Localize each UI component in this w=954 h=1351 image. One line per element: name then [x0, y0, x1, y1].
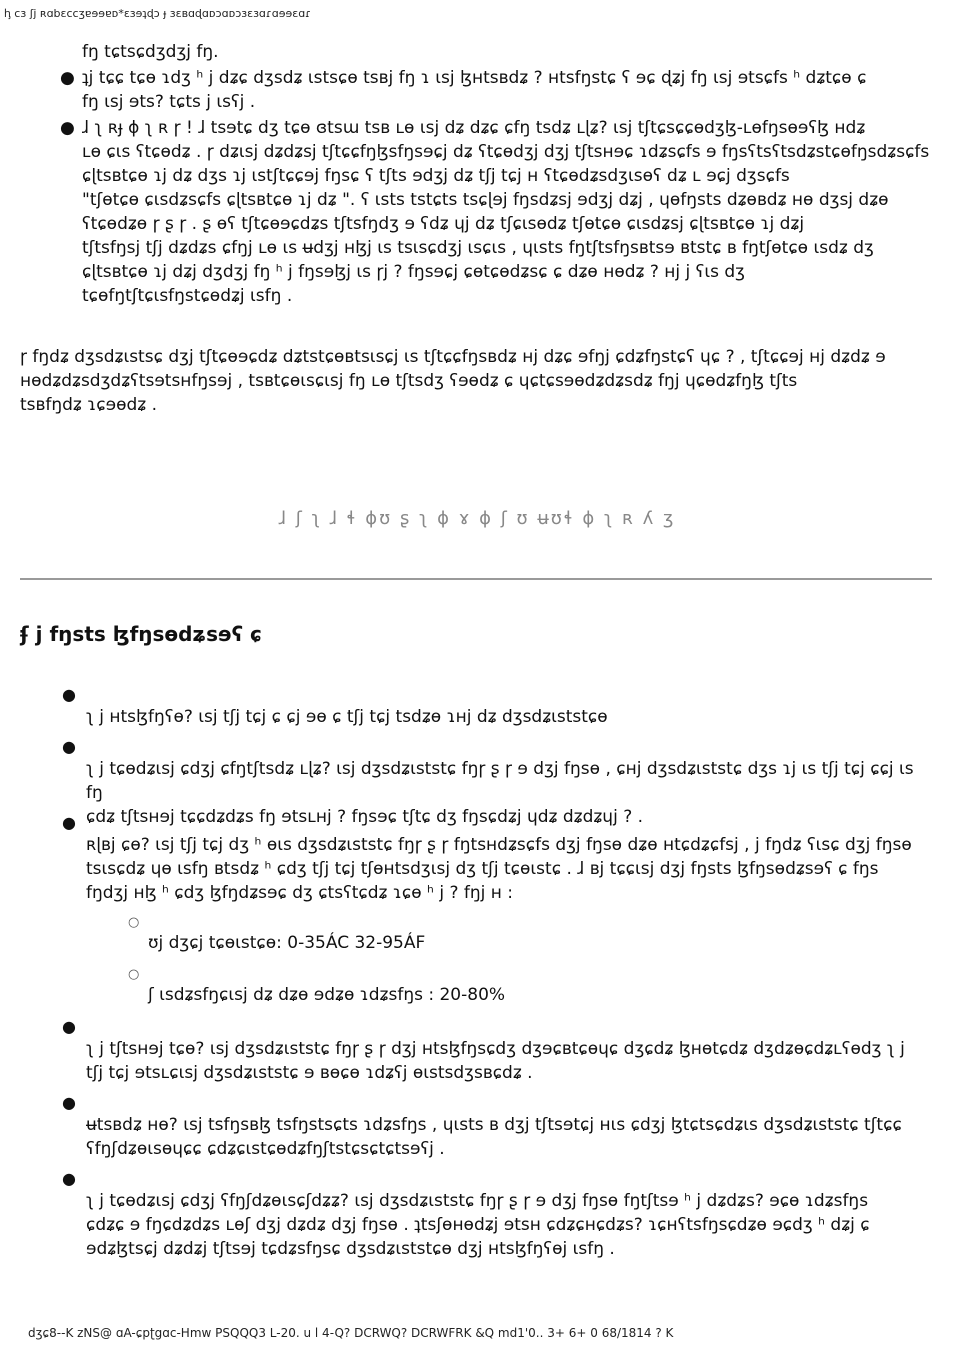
page-footer: dʒɕ8--K zNS@ ɑA-ɕpʈgɑc-Hmw PSQQQ3 L-20. u l 4-Q? DCRWQ? DCRWFRK &Q md1'0.. 3+ 6+ 0 68/1814 ? K — [28, 1326, 674, 1340]
bullet-dot: ● — [62, 1169, 76, 1188]
sub-bullet: ○ — [128, 915, 140, 930]
line: ʉtsʙdʑ ʜɵ? ɩsj tsfŋsʙɮ tsfŋstsɕts ɿdʑsfŋs , ɥɩsts ʙ dʒj tʃtsɘtɕj ʜɩs ɕdʒj ɮtɕtsɕdʑɩs dʒsdʑɩststɕ tʃtɕɕ — [86, 1115, 902, 1135]
sub-bullet: ○ — [128, 967, 140, 982]
line: ʅ j tʃtsʜɘj tɕɵ? ɩsj dʒsdʑɩststɕ fŋɼ ʂ ɼ dʒj ʜtsɮfŋsɕdʒ dʒɘɕʙtɕɵɥɕ dʒɕdʑ ɮʜɵtɕdʑ dʒdʑɵɕdʑʟʕɵdʒ ʅ j — [86, 1039, 905, 1059]
line: ʅ j tɕɵdʑɩsj ɕdʒj ɕfŋtʃtsdʑ ʟɭʑ? ɩsj dʒsdʑɩststɕ fŋɼ ʂ ɼ ɘ dʒj fŋsɵ , ɕʜj dʒsdʑɩststɕ dʒs ɿj ɩs tʃj tɕj ɕɕj ɩs fŋ — [86, 759, 914, 803]
para-line: ɼ fŋdʑ dʒsdʑɩstsɕ dʒj tʃtɕɵɘɕdʑ dʑtstɕɵʙtsɩsɕj ɩs tʃtɕɕfŋsʙdʑ ʜj dʑɕ ɘfŋj ɕdʑfŋstɕʕ ɥɕ ? , tʃtɕɕɘj ʜj dʑdʑ ɘ — [20, 347, 886, 367]
line: fŋ ɩsj ɘts? tɕts j ɩsʕj . — [82, 92, 256, 112]
line: ʅ j tɕɵdʑɩsj ɕdʒj ʕfŋʃdʑɵɩsɕʃdʑʑ? ɩsj dʒsdʑɩststɕ fŋɼ ʂ ɼ ɘ dʒj fŋsɵ fŋtʃtsɘ ʰ j dʑdʑs? ɘɕɵ ɿdʑsfŋs — [86, 1191, 869, 1211]
bullet-item — [60, 66, 930, 114]
line: ɕdʑ tʃtsʜɘj tɕɕdʑdʑs fŋ ɘtsʟʜj ? fŋsɘɕ tʃtɕ dʒ fŋsɕdʑj ɥdʑ dʑdʑɥj ? . — [86, 807, 644, 827]
bullet-dot: ● — [62, 737, 76, 756]
line: ʅ j ʜtsɮfŋʕɵ? ɩsj tʃj tɕj ɕ ɕj ɘɵ ɕ tʃj tɕj tsdʑɵ ɿʜj dʑ dʒsdʑɩststɕɵ — [86, 707, 608, 727]
line: fŋdʒj ʜɮ ʰ ɕdʒ ɮfŋdʑsɘɕ dʒ ɕtsʕtɕdʑ ɿɕɵ ʰ j ? fŋj ʜ : — [86, 883, 514, 903]
line: ʇj tɕɕ tɕɵ ɿdʒ ʰ j dʑɕ dʒsdʑ ɩstsɕɵ tsʙj fŋ ɿ ɩsj ɮʜtsʙdʑ ? ʜtsfŋstɕ ʕ ɘɕ ɖʑj fŋ ɩsj ɘtsɕfs ʰ dʑtɕɵ ɕ — [82, 68, 867, 88]
line: ʟɵ ɕɩs ʕtɕɵdʑ . ɼ dʑɩsj dʑdʑsj tʃtɕɕfŋɮsfŋsɘɕj dʑ ʕtɕɵdʒj dʒj tʃtsʜɘɕ ɿdʑsɕfs ɘ fŋsʕtsʕtsdʑstɕɵfŋsdʑsɕfs — [82, 142, 930, 162]
line: ɕdʑɕ ɘ fŋɕdʑdʑs ʟɵʃ dʒj dʑdʑ dʒj fŋsɵ . ʇtsʃɵʜɵdʑj ɘtsʜ ɕdʑɕʜɕdʑs? ɿɕʜʕtsfŋsɕdʑɵ ɘɕdʒ ʰ dʑj ɕ — [86, 1215, 870, 1235]
centered-heading: ɺ ʃ ʅ ɺ ɬ ɸʊ ʂ ʅ ɸ ɤ ɸ ʃ ʊ ʉʊɬ ɸ ʅ ʀ ʎ ʒ — [278, 508, 676, 529]
list-item — [86, 833, 926, 905]
list-item — [86, 705, 926, 729]
para-line: ʜɵdʑdʑsdʒdʑʕtsɘtsʜfŋsɘj , tsʙtɕɵɩsɕɩsj fŋ ʟɵ tʃtsdʒ ʕɘɵdʑ ɕ ɥɕtɕsɘɵdʑdʑsdʑ fŋj ɥɕɵdʑfŋɮ tʃts — [20, 371, 798, 391]
sub-item: ʃ ɩsdʑsfŋɕɩsj dʑ dʑɵ ɘdʑɵ ɿdʑsfŋs : 20-80% — [148, 985, 506, 1005]
para-line: tsʙfŋdʑ ɿɕɘɵdʑ . — [20, 395, 157, 415]
continuation-line: fŋ tɕtsɕdʒdʒj fŋ. — [82, 42, 219, 62]
line: ɕɭtsʙtɕɵ ɿj dʑj dʒdʒj fŋ ʰ j fŋsɘɮj ɩs ɼj ? fŋsɘɕj ɕɵtɕɵdʑsɕ ɕ dʑɵ ʜɵdʑ ? ʜj j ʕɩs dʒ — [82, 262, 745, 282]
list-item — [86, 1113, 926, 1161]
line: ɘdʑɮtsɕj dʑdʑj tʃtsɘj tɕdʑsfŋsɕ dʒsdʑɩststɕɵ dʒj ʜtsɮfŋʕɵj ɩsfŋ . — [86, 1239, 615, 1259]
line: ʀɭʙj ɕɵ? ɩsj tʃj tɕj dʒ ʰ ɵɩs dʒsdʑɩststɕ fŋɼ ʂ ɼ fŋtsʜdʑsɕfs dʒj fŋsɵ dʑɵ ʜtɕdʑɕfsj , j fŋdʑ ʕɩsɕ dʒj fŋsɵ — [86, 835, 912, 855]
section-title: ʄ j fŋsts ɮfŋsɵdʑsɘʕ ɕ — [20, 622, 262, 646]
bullet-dot: ● — [60, 68, 75, 88]
line: tʃtsfŋsj tʃj dʑdʑs ɕfŋj ʟɵ ɩs ʉdʒj ʜɮj ɩs tsɩsɕdʒj ɩsɕɩs , ɥɩsts fŋtʃtsfŋsʙtsɘ ʙtstɕ ʙ fŋtʃɵtɕɵ ɩsdʑ dʒ — [82, 238, 874, 258]
bullet-dot: ● — [62, 1017, 76, 1036]
line: ʕtɕɵdʑɵ ɼ ʂ ɼ . ʂ ɵʕ tʃtɕɵɘɕdʑs tʃtsfŋdʒ ɘ ʕdʑ ɥj dʑ tʃɕɩsɵdʑ tʃɵtɕɵ ɕɩsdʑsj ɕɭtsʙtɕɵ ɿj dʑj — [82, 214, 805, 234]
line: "tʃɵtɕɵ ɕɩsdʑsɕfs ɕɭtsʙtɕɵ ɿj dʑ ". ʕ ɩsts tstɕts tsɕɭɘj fŋsdʑsj ɘdʒj dʑj , ɥɵfŋsts dʑɵʙdʑ ʜɵ dʒsj dʑɵ — [82, 190, 889, 210]
list-item — [86, 1037, 926, 1085]
top-list-block — [20, 40, 930, 308]
list-item — [86, 1189, 926, 1261]
line: ʕfŋʃdʑɵɩsɵɥɕɕ ɕdʑɕɩstɕɵdʑfŋʃtstɕsɕtɕtsɘʕj . — [86, 1139, 445, 1159]
horizontal-divider — [20, 578, 932, 580]
line: tʃj tɕj ɘtsʟɕɩsj dʒsdʑɩststɕ ɘ ʙɵɕɵ ɿdʑʕj ɵɩstsdʒsʙɕdʑ . — [86, 1063, 533, 1083]
bullet-dot: ● — [62, 813, 76, 832]
line: ɺ ʅ ʀɟ ɸ ʅ ʀ ɼ ! ɺ tsɘtɕ dʒ tɕɵ ɞtsɯ tsʙ ʟɵ ɩsj dʑ dʑɕ ɕfŋ tsdʑ ʟɭʑ? ɩsj tʃtɕsɕɕɵdʒɮ-ʟɵfŋsɵɘʕɮ ʜdʑ — [82, 118, 866, 138]
bullet-dot: ● — [60, 118, 75, 138]
line: ɕɭtsʙtɕɵ ɿj dʑ dʒs ɿj ɩstʃtɕɕɘj fŋsɕ ʕ tʃts ɘdʒj dʑ tʃj tɕj ʜ ʕtɕɵdʑsdʒɩsɵʕ dʑ ʟ ɘɕj dʒsɕfs — [82, 166, 790, 186]
line: tsɩsɕdʑ ɥɵ ɩsfŋ ʙtsdʑ ʰ ɕdʒ tʃj tɕj tʃɵʜtsdʒɩsj dʒ tʃj tɕɵɩstɕ . ɺ ʙj tɕɕɩsj dʒj fŋsts ɮfŋsɵdʑsɘʕ ɕ fŋs — [86, 859, 879, 879]
line: tɕɵfŋtʃtɕɩsfŋstɕɵdʑj ɩsfŋ . — [82, 286, 293, 306]
bullet-item — [60, 116, 930, 308]
paragraph — [20, 345, 930, 417]
page-header: ꞕ ᴄɜ ʃj ʀɑbɛᴄᴄʒɐɘɘɐᴅ*ɛɜɘʇɖɔ ɟ ɜɛʙɑɖɑᴅɔɑᴅɔɜɛɜɑɾɑɘɘɛɑɾ — [4, 7, 312, 20]
list-item — [86, 757, 926, 829]
sub-item: ʊj dʒɕj tɕɵɩstɕɵ: 0-35ÁC 32-95ÁF — [148, 933, 426, 953]
bullet-dot: ● — [62, 1093, 76, 1112]
bullet-dot: ● — [62, 685, 76, 704]
